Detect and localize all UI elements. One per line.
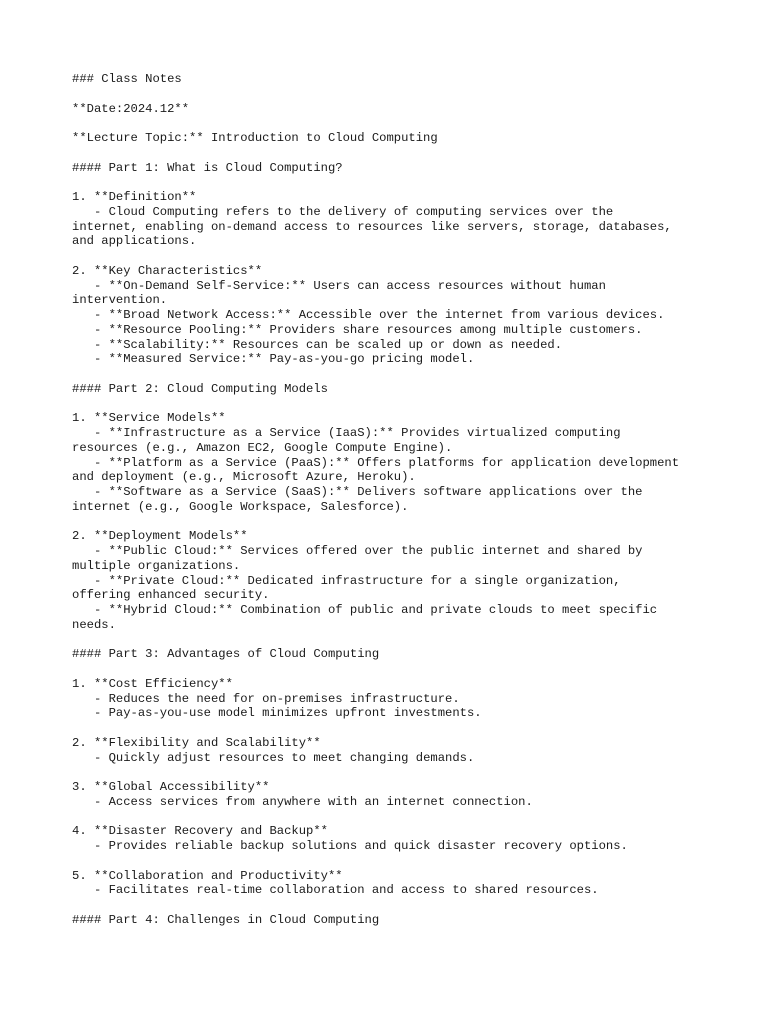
document-line: - **Infrastructure as a Service (IaaS):** Provides virtualized computing [72, 426, 621, 440]
document-line [72, 116, 702, 131]
document-line: internet, enabling on-demand access to resources like servers, storage, databases, [72, 219, 672, 234]
document-line [72, 810, 702, 825]
document-line: - Pay-as-you-use model minimizes upfront investments. [72, 706, 482, 721]
document-line: - **Private Cloud:** Dedicated infrastructure for a single organization, [72, 573, 621, 588]
document-line [72, 175, 702, 190]
document-line: - **Scalability:** Resources can be scaled up or down as needed. [72, 337, 563, 352]
document-line: intervention. [72, 293, 168, 308]
document-line: - **Broad Network Access:** Accessible over the internet from various devices. [72, 308, 665, 322]
document-line: 2. **Flexibility and Scalability** [72, 735, 321, 750]
document-line: offering enhanced security. [72, 588, 270, 603]
document-line: #### Part 3: Advantages of Cloud Computing [72, 647, 380, 662]
document-line [72, 662, 702, 677]
document-line [72, 721, 702, 736]
document-line: 2. **Key Characteristics** [72, 263, 263, 278]
document-line [72, 87, 702, 102]
class-notes-text [72, 72, 702, 928]
document-line [72, 397, 702, 412]
document-line: - **On-Demand Self-Service:** Users can access resources without human [72, 278, 606, 293]
document-line [72, 898, 702, 913]
document-line: - Cloud Computing refers to the delivery of computing services over the [72, 204, 614, 219]
document-line: 1. **Service Models** [72, 411, 226, 426]
document-line: needs. [72, 617, 116, 632]
document-line: - **Public Cloud:** Services offered over the public internet and shared by [72, 544, 643, 558]
document-line: #### Part 2: Cloud Computing Models [72, 381, 328, 396]
document-line: 4. **Disaster Recovery and Backup** [72, 824, 328, 839]
document-line: - **Platform as a Service (PaaS):** Offers platforms for application development [72, 455, 680, 470]
document-line [72, 765, 702, 780]
document-line: 1. **Cost Efficiency** [72, 676, 233, 691]
document-line: #### Part 4: Challenges in Cloud Computing [72, 912, 380, 927]
document-line: - Reduces the need for on-premises infrastructure. [72, 691, 460, 706]
document-line: - **Software as a Service (SaaS):** Delivers software applications over the [72, 485, 643, 499]
document-line: - **Hybrid Cloud:** Combination of public and private clouds to meet specific [72, 603, 658, 617]
document-line: ### Class Notes [72, 72, 182, 86]
document-line [72, 633, 702, 648]
document-line [72, 854, 702, 869]
document-line: **Date:2024.12** [72, 101, 190, 116]
document-line: - Quickly adjust resources to meet changing demands. [72, 750, 475, 765]
document-line: and deployment (e.g., Microsoft Azure, Heroku). [72, 470, 416, 485]
document-line [72, 367, 702, 382]
document-line: - Provides reliable backup solutions and quick disaster recovery options. [72, 839, 628, 853]
document-line: 1. **Definition** [72, 190, 197, 204]
document-line [72, 249, 702, 264]
document-line: #### Part 1: What is Cloud Computing? [72, 160, 343, 175]
document-line: - **Measured Service:** Pay-as-you-go pricing model. [72, 352, 475, 367]
document-line [72, 515, 702, 530]
document-line: 3. **Global Accessibility** [72, 780, 270, 794]
document-line: resources (e.g., Amazon EC2, Google Compute Engine). [72, 440, 453, 455]
document-line [72, 146, 702, 161]
document-line: 5. **Collaboration and Productivity** [72, 868, 343, 883]
document-line: - Access services from anywhere with an internet connection. [72, 794, 533, 809]
document-line: 2. **Deployment Models** [72, 529, 248, 544]
document-line: and applications. [72, 234, 197, 249]
document-line: internet (e.g., Google Workspace, Salesforce). [72, 499, 409, 514]
document-line: multiple organizations. [72, 558, 241, 573]
document-line: - **Resource Pooling:** Providers share resources among multiple customers. [72, 322, 643, 337]
document-line: **Lecture Topic:** Introduction to Cloud Computing [72, 131, 438, 145]
document-line: - Facilitates real-time collaboration and access to shared resources. [72, 883, 599, 898]
